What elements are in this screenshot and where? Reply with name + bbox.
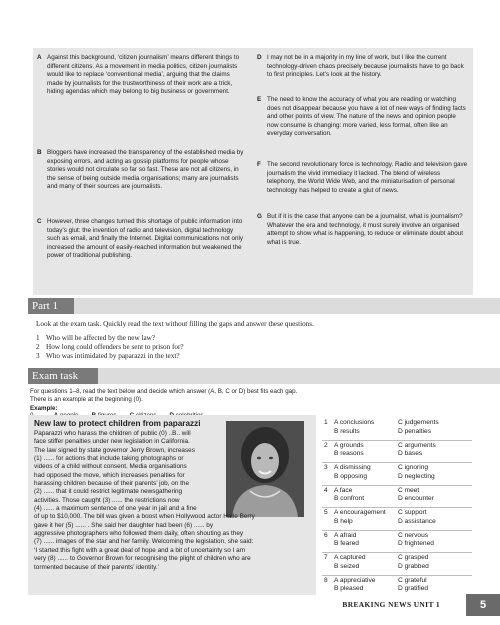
answer-number: 5 <box>324 509 328 516</box>
option-c: C grasped <box>398 554 429 561</box>
answer-options-table <box>322 417 472 597</box>
answer-column-left <box>334 419 374 436</box>
question-text: How long could offenders be sent to prison for? <box>46 343 184 351</box>
example-label: Example: <box>30 405 58 412</box>
option-a: A dismissing <box>334 464 371 471</box>
answer-column-right <box>398 554 429 571</box>
article-line: videos of a child without consent. Media organisations <box>34 463 187 471</box>
option-a: A grounds <box>334 441 364 449</box>
page-number: 5 <box>466 594 500 616</box>
option-c: C support <box>398 509 427 516</box>
article-line: of up to $10,000. The bill was given a boost when Hollywood actor Halle Berry <box>34 513 255 521</box>
answer-number: 3 <box>324 464 328 471</box>
footer-unit-label: BREAKING NEWS UNIT 1 <box>342 600 440 609</box>
option-c: C nervous <box>398 531 429 539</box>
paragraph-d <box>257 54 469 80</box>
answer-number: 1 <box>324 419 328 426</box>
paragraph-text: The need to know the accuracy of what you are reading or watching does not disappear because you have a lot of new ways of finding facts and other points of view. The nature of the news and opinion people now consume is changing: more varied, less formal, often like an everyday conversation. <box>267 96 466 138</box>
option-a: A appreciative <box>334 576 376 584</box>
answer-column-left <box>334 464 371 481</box>
paragraph-letter: D <box>257 54 262 61</box>
option-b: B opposing <box>334 472 367 480</box>
row-divider <box>322 575 472 576</box>
article-line: ‘I started this fight with a great deal of hope and a bit of uncertainty so I am <box>34 546 246 554</box>
article-line: (7) ...... images of the star and her family. Welcoming the legislation, she said: <box>34 538 254 546</box>
article-line: harassing children because of their parents’ job, on the <box>34 480 190 488</box>
answer-row <box>322 552 472 575</box>
answer-column-right <box>398 509 436 526</box>
answer-column-left <box>334 509 386 526</box>
paragraph-letter: B <box>37 149 42 156</box>
option-a: A encouragement <box>334 509 386 516</box>
option-d: D neglecting <box>398 472 435 480</box>
option-c: C arguments <box>398 441 436 449</box>
exam-task-bar <box>98 368 500 384</box>
answer-column-right <box>398 532 434 549</box>
answer-column-right <box>398 442 436 459</box>
answer-number: 8 <box>324 576 328 584</box>
option-a: A face <box>334 486 353 494</box>
option-a: A captured <box>334 554 366 561</box>
answer-row <box>322 462 472 485</box>
part1-intro: Look at the exam task. Quickly read the text without filling the gaps and answer these questions. <box>36 320 314 328</box>
paragraph-f <box>257 161 469 195</box>
option-c: C ignoring <box>398 464 429 471</box>
paragraph-letter: C <box>37 218 42 225</box>
row-divider <box>322 507 472 508</box>
article-title: New law to protect children from paparazzi <box>34 419 201 428</box>
answer-column-left <box>334 554 366 571</box>
answer-row <box>322 417 472 440</box>
answer-number: 6 <box>324 531 328 539</box>
question-3 <box>36 352 180 361</box>
paragraph-letter: E <box>257 96 262 103</box>
option-c: C judgements <box>398 419 439 426</box>
option-b: B help <box>334 517 353 525</box>
answer-number: 4 <box>324 486 328 494</box>
answer-column-left <box>334 487 364 504</box>
question-text: Who was intimidated by paparazzi in the text? <box>46 352 180 360</box>
answer-column-right <box>398 464 435 481</box>
option-a: A conclusions <box>334 419 375 426</box>
option-d: D assistance <box>398 517 436 525</box>
answer-column-right <box>398 487 434 504</box>
paragraph-text: Against this background, ‘citizen journalism’ means different things to different citizens. As a movement in media politics, citizen journalists would like to replace ‘conventional media’, arguing that the claims made by journalists for the trustworthiness of their work are a trick, hiding agendas which may belong to big business or government. <box>47 54 240 96</box>
article-line: (4) ...... a maximum sentence of one year in jail and a fine <box>34 505 197 513</box>
article-line: gave it her (5) ...... . She said her daughter had been (6) ...... by <box>34 521 214 529</box>
option-b: B seized <box>334 562 360 570</box>
answer-column-left <box>334 532 359 549</box>
question-number: 1 <box>36 334 40 342</box>
exam-task-banner: Exam task <box>28 368 98 384</box>
article-line: aggressive photographers who followed them daily, often shouting as they <box>34 530 244 538</box>
option-c: C grateful <box>398 576 427 584</box>
paragraph-text: Bloggers have increased the transparency of the established media by exposing errors, and acting as gossip platforms for people whose stories would not circulate so far so fast. These are not all citizens, in the sense of being outside media organisations; many are journalists and many of their sources are journalists. <box>47 149 244 191</box>
option-d: D bases <box>398 450 423 458</box>
article-line: face stiffer penalties under new legislation in California. <box>34 438 190 446</box>
option-b: B pleased <box>334 585 364 593</box>
option-d: D frightened <box>398 540 434 548</box>
row-divider <box>322 530 472 531</box>
paragraph-text: The second revolutionary force is technology. Radio and television gave journalism the vivid immediacy it lacked. The blend of wireless telephony, the World Wide Web, and the miniaturisation of personal technology has helped to create a glut of news. <box>267 161 468 194</box>
answer-column-right <box>398 419 439 436</box>
article-line: activities. Those caught (3) ...... the restrictions now <box>34 496 180 504</box>
option-b: B confront <box>334 495 365 503</box>
paragraph-text: But if it is the case that anyone can be a journalist, what is journalism? Whatever the era and technology, it must surely involve an organised attempt to show what is happening, to reduce or eliminate doubt about what is true. <box>267 213 464 246</box>
answer-row <box>322 575 472 598</box>
option-c: C meet <box>398 486 420 494</box>
question-text: Who will be affected by the new law? <box>46 334 156 342</box>
paragraph-e <box>257 96 469 139</box>
answer-column-left <box>334 442 364 459</box>
article-body <box>34 430 316 572</box>
row-divider <box>322 440 472 441</box>
row-divider <box>322 462 472 463</box>
row-divider <box>322 552 472 553</box>
paragraph-a <box>37 54 247 97</box>
part1-bar <box>74 298 500 314</box>
paragraph-letter: A <box>37 54 42 61</box>
paragraph-text: However, three changes turned this shortage of public information into today’s glut: the invention of radio and television, digital technology such as email, and finally the Internet. Digital communications not only increased the amount of easily-reached information but weakened the power of traditional publishing. <box>47 218 244 260</box>
option-b: B results <box>334 427 360 435</box>
question-number: 3 <box>36 352 40 360</box>
answer-number: 7 <box>324 554 328 561</box>
answer-row <box>322 530 472 553</box>
option-d: D encounter <box>398 495 434 503</box>
row-divider <box>322 485 472 486</box>
paragraph-c <box>37 218 247 261</box>
answer-row <box>322 485 472 508</box>
paragraph-g <box>257 213 469 247</box>
article-line: Paparazzi who harass the children of public (0) ..B.. will <box>34 430 191 437</box>
option-b: B reasons <box>334 450 364 458</box>
part1-banner: Part 1 <box>28 298 74 314</box>
exam-instruction-2: There is an example at the beginning (0). <box>30 396 143 403</box>
answer-column-left <box>334 577 375 594</box>
paragraph-letter: F <box>257 161 261 168</box>
answer-column-right <box>398 577 428 594</box>
question-2 <box>36 343 184 352</box>
paragraph-letter: G <box>257 213 262 220</box>
exam-instruction-1: For questions 1–8, read the text below and decide which answer (A, B, C or D) best fits each gap. <box>30 388 298 395</box>
option-b: B feared <box>334 540 359 548</box>
article-line: (2) ...... that it could restrict legitimate newsgathering <box>34 488 183 496</box>
article-line: The law signed by state governor Jerry Brown, increases <box>34 446 195 454</box>
option-a: A afraid <box>334 531 357 539</box>
article-line: tormented because of their parents’ identity.’ <box>34 563 160 571</box>
article-line: (1) ...... for actions that include taking photographs or <box>34 455 184 463</box>
option-d: D penalties <box>398 427 431 435</box>
answer-row <box>322 440 472 463</box>
article-line: had opposed the move, which increases penalties for <box>34 471 185 479</box>
article-line: very (8) ...... to Governor Brown for recognising the plight of children who are <box>34 555 251 563</box>
question-number: 2 <box>36 343 40 351</box>
option-d: D grabbed <box>398 562 429 570</box>
question-1 <box>36 334 155 343</box>
option-d: D gratified <box>398 585 429 593</box>
paragraph-text: I may not be in a majority in my line of work, but I like the current technology-driven chaos precisely because journalists have to go back to first principles. Let’s look at the history. <box>267 54 464 79</box>
answer-row <box>322 507 472 530</box>
answer-number: 2 <box>324 441 328 449</box>
paragraph-b <box>37 149 247 192</box>
